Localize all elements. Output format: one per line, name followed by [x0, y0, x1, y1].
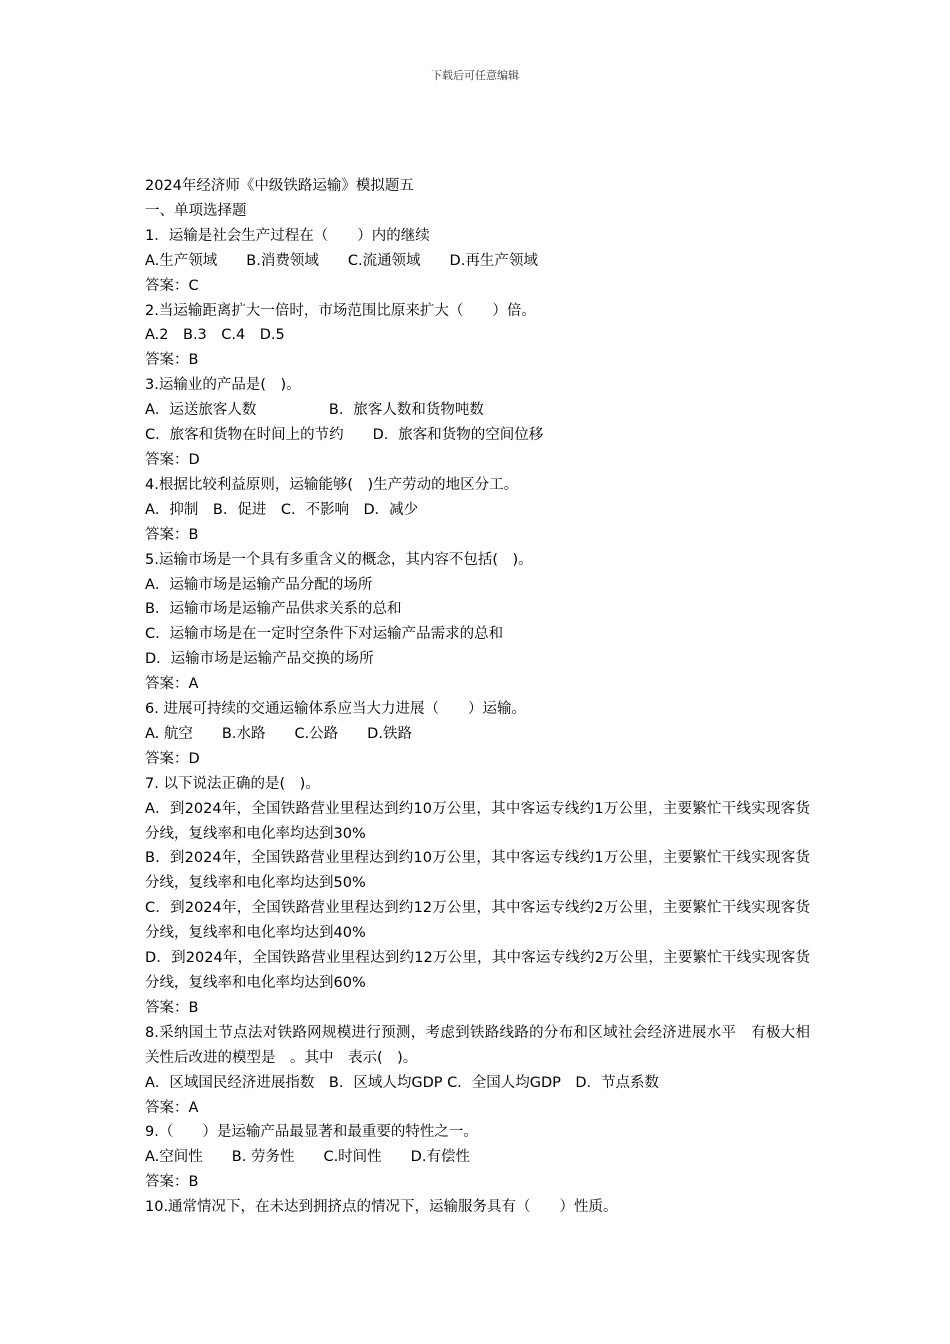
- question-1-answer: 答案：C: [145, 277, 199, 294]
- question-6: 6. 进展可持续的交通运输体系应当大力进展（ ）运输。: [145, 701, 526, 718]
- question-7-option-c: C．到2024年，全国铁路营业里程达到约12万公里，其中客运专线约2万公里，主要繁忙干线实现客货分线，复线率和电化率均达到40%: [145, 900, 810, 942]
- page-header: 下载后可任意编辑: [431, 69, 519, 82]
- question-4-answer: 答案：B: [145, 526, 199, 543]
- question-5-answer: 答案：A: [145, 676, 199, 693]
- question-5-option-b: B．运输市场是运输产品供求关系的总和: [145, 601, 402, 618]
- question-2: 2.当运输距离扩大一倍时，市场范围比原来扩大（ ）倍。: [145, 302, 536, 319]
- question-3: 3.运输业的产品是( )。: [145, 377, 301, 394]
- question-5-option-a: A．运输市场是运输产品分配的场所: [145, 576, 373, 593]
- question-3-answer: 答案：D: [145, 451, 200, 468]
- question-3-options-cd: C．旅客和货物在时间上的节约 D．旅客和货物的空间位移: [145, 427, 544, 444]
- question-7: 7. 以下说法正确的是( )。: [145, 775, 320, 792]
- section-heading: 一、单项选择题: [145, 202, 247, 219]
- question-7-option-a: A．到2024年，全国铁路营业里程达到约10万公里，其中客运专线约1万公里，主要繁忙干线实现客货分线，复线率和电化率均达到30%: [145, 800, 810, 842]
- question-9-answer: 答案：B: [145, 1174, 199, 1191]
- question-5-option-d: D．运输市场是运输产品交换的场所: [145, 651, 374, 668]
- question-3-options-ab: A．运送旅客人数 B．旅客人数和货物吨数: [145, 402, 484, 419]
- question-9: 9.（ ）是运输产品最显著和最重要的特性之一。: [145, 1124, 478, 1141]
- question-8-options: A．区域国民经济进展指数 B．区域人均GDP C．全国人均GDP D．节点系数: [145, 1074, 660, 1091]
- question-4-options: A．抑制 B．促进 C．不影响 D．减少: [145, 501, 419, 518]
- question-8: 8.采纳国土节点法对铁路网规模进行预测，考虑到铁路线路的分布和区域社会经济进展水平 有极大相关性后改进的模型是 。其中 表示( )。: [145, 1024, 810, 1066]
- question-1: 1．运输是社会生产过程在（ ）内的继续: [145, 227, 430, 244]
- question-2-options: A.2 B.3 C.4 D.5: [145, 327, 285, 344]
- question-5: 5.运输市场是一个具有多重含义的概念，其内容不包括( )。: [145, 551, 533, 568]
- question-7-option-b: B．到2024年，全国铁路营业里程达到约10万公里，其中客运专线约1万公里，主要繁忙干线实现客货分线，复线率和电化率均达到50%: [145, 850, 810, 892]
- question-10: 10.通常情况下，在未达到拥挤点的情况下，运输服务具有（ ）性质。: [145, 1199, 618, 1216]
- question-2-answer: 答案：B: [145, 352, 199, 369]
- question-7-answer: 答案：B: [145, 999, 199, 1016]
- question-6-options: A. 航空 B.水路 C.公路 D.铁路: [145, 725, 412, 742]
- question-4: 4.根据比较利益原则，运输能够( )生产劳动的地区分工。: [145, 476, 519, 493]
- question-7-option-d: D．到2024年，全国铁路营业里程达到约12万公里，其中客运专线约2万公里，主要繁忙干线实现客货分线，复线率和电化率均达到60%: [145, 950, 810, 991]
- document-title: 2024年经济师《中级铁路运输》模拟题五: [145, 178, 414, 194]
- question-6-answer: 答案：D: [145, 750, 200, 767]
- question-5-option-c: C．运输市场是在一定时空条件下对运输产品需求的总和: [145, 626, 504, 643]
- question-8-answer: 答案：A: [145, 1099, 199, 1116]
- question-1-options: A.生产领域 B.消费领域 C.流通领域 D.再生产领域: [145, 252, 538, 269]
- document-body: [145, 174, 810, 1220]
- question-9-options: A.空间性 B. 劳务性 C.时间性 D.有偿性: [145, 1149, 470, 1166]
